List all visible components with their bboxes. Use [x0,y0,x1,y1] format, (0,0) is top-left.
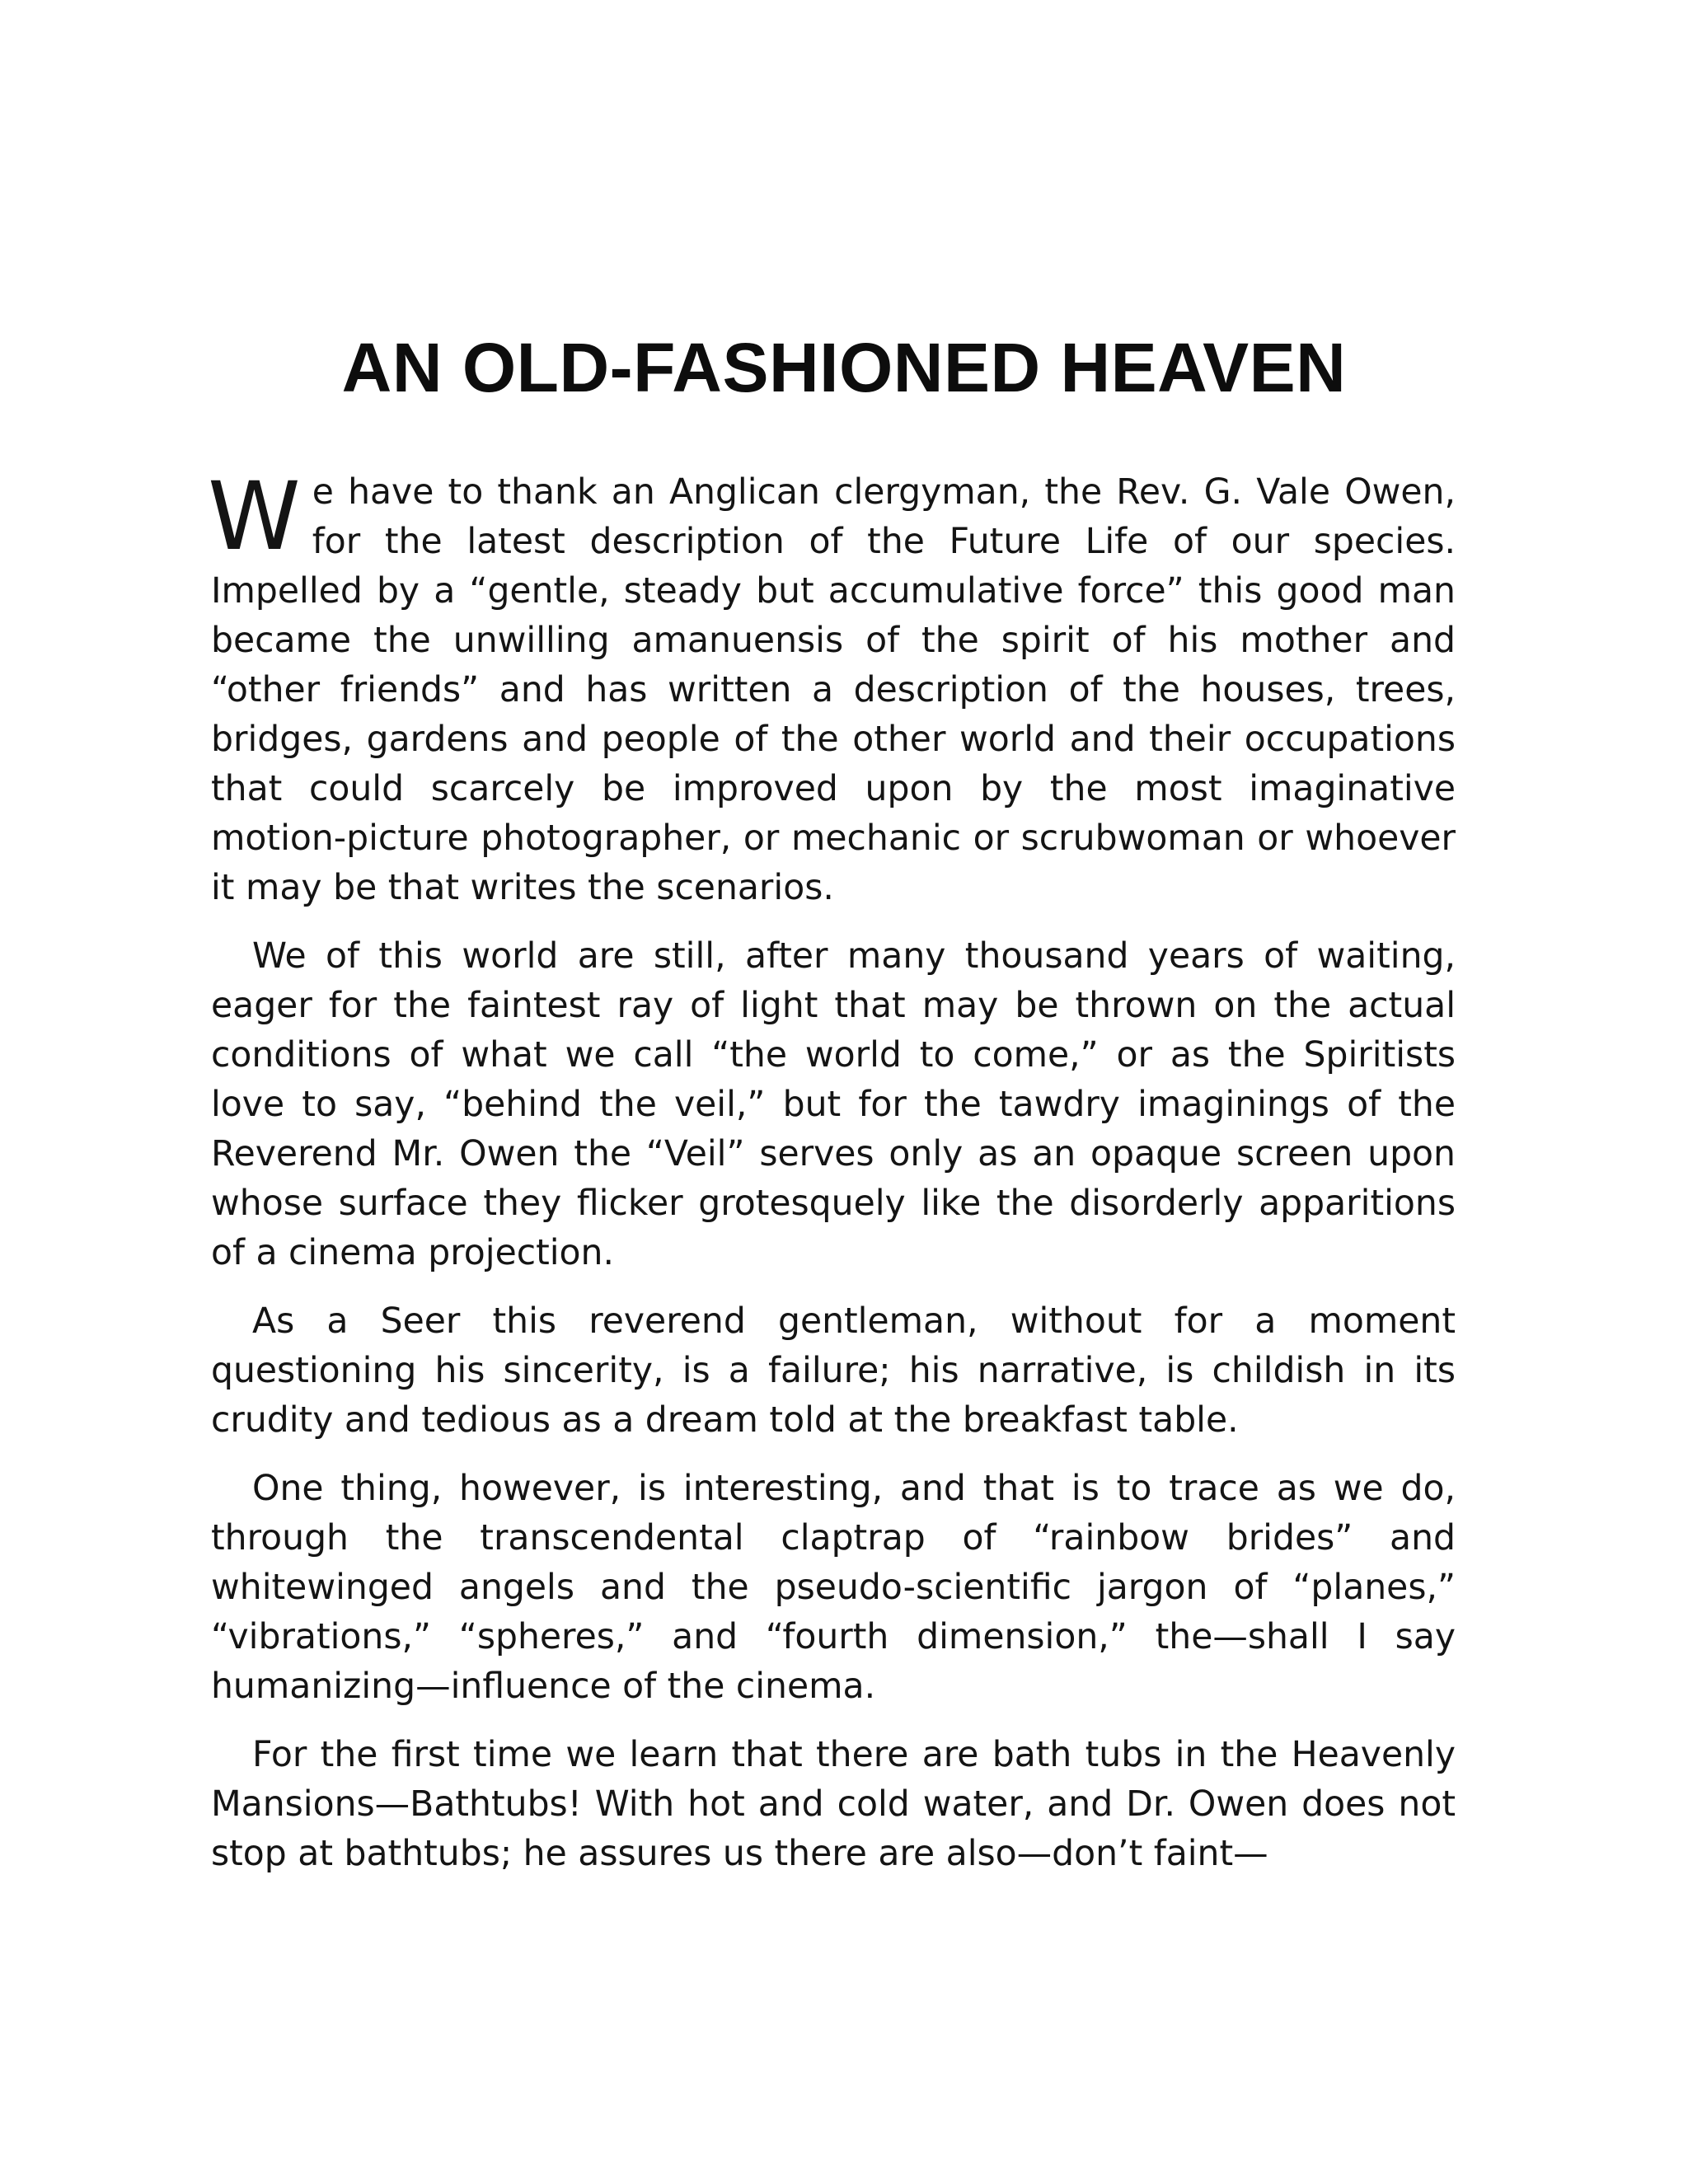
paragraph-3: As a Seer this reverend gentleman, without for a moment questioning his sincerity, is a failure; his narrative, is childish in its crudity and tedious as a dream told at the breakfast table. [211,1301,1456,1441]
paragraph-1-text: e have to thank an Anglican clergyman, the Rev. G. Vale Owen, for the latest description of the Future Life of our species. Impelled by a “gentle, steady but accumulative force” this good man became the unwilling amanuensis of the spirit of his mother and “other friends” and has written a description of the houses, trees, bridges, gardens and people of the other world and their occupations that could scarcely be improved upon by the most imaginative motion-picture photographer, or mechanic or scrubwoman or whoever it may be that writes the scenarios. [211,472,1456,908]
chapter-title: AN OLD-FASHIONED HEAVEN [341,329,1347,406]
drop-cap: W [208,462,301,571]
paragraph-2: We of this world are still, after many thousand years of waiting, eager for the faintest ray of light that may be thrown on the actual conditions of what we call “the world to come,” or as the Spiritists love to say, “behind the veil,” but for the tawdry imaginings of the Reverend Mr. Owen the “Veil” serves only as an opaque screen upon whose surface they flicker grotesquely like the disorderly apparitions of a cinema projection. [211,936,1456,1273]
paragraph-5: For the first time we learn that there are bath tubs in the Heavenly Mansions—Bathtubs! With hot and cold water, and Dr. Owen does not stop at bathtubs; he assures us there are also—don’t faint— [211,1735,1456,1874]
paragraph-1 [208,462,1456,913]
chapter-body [208,462,1456,1898]
paragraph-4: One thing, however, is interesting, and that is to trace as we do, through the transcendental claptrap of “rainbow brides” and whitewinged angels and the pseudo-scientific jargon of “planes,” “vibrations,” “spheres,” and “fourth dimension,” the—shall I say humanizing—influence of the cinema. [211,1469,1456,1707]
